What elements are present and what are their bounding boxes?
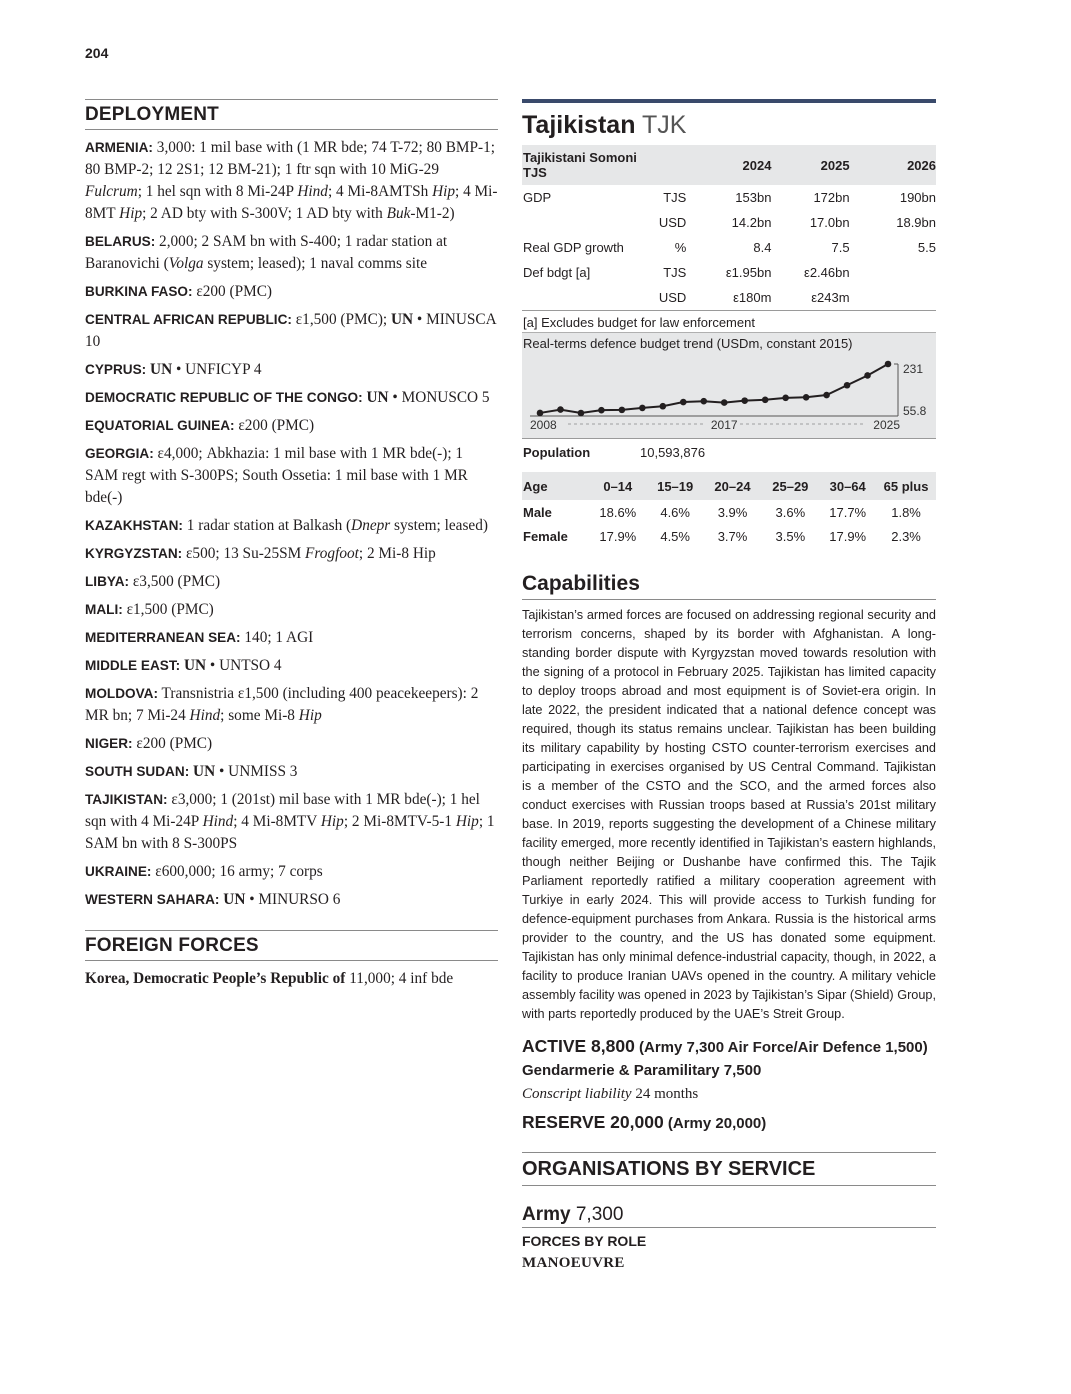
chart-title: Real-terms defence budget trend (USDm, constant 2015)	[523, 336, 853, 351]
deployment-entry	[85, 789, 498, 855]
deployment-entry	[85, 415, 498, 437]
age-value: 2.3%	[891, 528, 921, 544]
deployment-text: 3,000: 1 mil base with (1 MR bde; 74 T-72; 80 BMP-1; 80 BMP-2; 12 2S1; 12 BM-21); 1 ftr sqn with 10 MiG-29	[85, 139, 496, 178]
deployment-country: GEORGIA:	[85, 446, 154, 461]
deployment-country: MIDDLE EAST:	[85, 658, 181, 673]
budget-point	[782, 395, 789, 402]
budget-point	[762, 396, 769, 403]
age-value: 3.7%	[717, 528, 748, 544]
page-number: 204	[85, 45, 109, 61]
economic-table-body	[522, 185, 936, 310]
budget-point	[619, 407, 626, 414]
deployment-country: CENTRAL AFRICAN REPUBLIC:	[85, 312, 292, 327]
budget-point	[639, 405, 646, 412]
deployment-entry	[85, 683, 498, 727]
row-label	[522, 210, 659, 235]
deployment-list	[85, 137, 498, 911]
un-label: UN	[223, 891, 246, 908]
equipment-name: Hip	[119, 205, 143, 222]
deployment-text: ; 4 Mi-8AMTSh	[327, 183, 433, 200]
deployment-entry	[85, 543, 498, 565]
age-value: 17.9%	[599, 528, 637, 544]
country-top-rule	[522, 99, 936, 103]
economic-row	[522, 260, 936, 285]
un-label: UN	[150, 361, 173, 378]
deployment-text: ; 2 AD bty with S-300V; 1 AD bty with	[142, 205, 387, 222]
budget-point	[578, 410, 585, 417]
equipment-name: Hip	[320, 813, 344, 830]
un-label: UN	[391, 311, 414, 328]
deployment-country: DEMOCRATIC REPUBLIC OF THE CONGO:	[85, 390, 363, 405]
population-label: Population	[523, 445, 591, 460]
row-label: GDP	[523, 190, 552, 205]
deployment-entry	[85, 733, 498, 755]
deployment-country: BURKINA FASO:	[85, 284, 193, 299]
chart-canvas	[522, 333, 936, 438]
row-value	[850, 260, 936, 285]
age-row-label: Female	[523, 528, 568, 544]
deployment-country: UKRAINE:	[85, 864, 152, 879]
age-value: 4.5%	[660, 528, 690, 544]
deployment-entry	[85, 571, 498, 593]
equipment-name: Buk	[386, 205, 411, 222]
economic-row	[522, 235, 936, 260]
age-table-body	[522, 500, 936, 548]
row-value: ε243m	[811, 290, 850, 305]
y-scale-label: 55.8	[903, 404, 927, 418]
budget-trend-chart	[522, 332, 936, 438]
age-value: 4.6%	[660, 504, 690, 520]
deployment-text: ; 4 Mi-8MTV	[233, 813, 321, 830]
forces-by-role-heading: FORCES BY ROLE	[522, 1233, 647, 1249]
age-band-header: 30–64	[829, 478, 866, 494]
row-value: 17.0bn	[809, 215, 850, 230]
row-unit: TJS	[663, 190, 687, 205]
army-strength: 7,300	[570, 1204, 624, 1225]
row-value: 5.5	[917, 240, 936, 255]
age-table-header	[522, 472, 936, 500]
deployment-text: system; leased); 1 naval comms site	[203, 255, 427, 272]
x-tick-label: 2017	[710, 418, 738, 432]
equipment-name: Hind	[297, 183, 328, 200]
age-band-header: 0–14	[603, 478, 633, 494]
deployment-entry	[85, 137, 498, 225]
budget-point	[700, 398, 707, 405]
deployment-country: EQUATORIAL GUINEA:	[85, 418, 235, 433]
deployment-text: ; 2 Mi-8 Hip	[358, 545, 436, 562]
population-value: 10,593,876	[640, 445, 706, 460]
economic-table-header	[522, 145, 936, 185]
year-header: 2026	[907, 157, 936, 173]
deployment-text: Transnistria ε1,500 (including 400 peacekeepers): 2 MR bn; 7 Mi-24	[85, 685, 479, 724]
deployment-text: • UNTSO 4	[206, 657, 282, 674]
deployment-country: MEDITERRANEAN SEA:	[85, 630, 241, 645]
deployment-country: SOUTH SUDAN:	[85, 764, 190, 779]
foreign-forces-text: 11,000; 4 inf bde	[345, 970, 454, 987]
deployment-text: ; 1 hel sqn with 8 Mi-24P	[137, 183, 298, 200]
deployment-entry	[85, 309, 498, 353]
active-strength	[522, 1035, 936, 1082]
deployment-country: KAZAKHSTAN:	[85, 518, 183, 533]
country-code: TJK	[641, 111, 687, 139]
age-value: 3.9%	[717, 504, 748, 520]
deployment-text: ε200 (PMC)	[234, 417, 315, 434]
age-row-label: Male	[523, 504, 552, 520]
deployment-entry	[85, 627, 498, 649]
deployment-entry	[85, 761, 498, 783]
row-unit: TJS	[663, 265, 687, 280]
foreign-forces-heading: FOREIGN FORCES	[85, 930, 498, 961]
deployment-text: • UNMISS 3	[215, 763, 298, 780]
equipment-name: Hind	[202, 813, 234, 830]
deployment-text: ε200 (PMC)	[192, 283, 273, 300]
budget-point	[803, 394, 810, 401]
age-value: 17.7%	[829, 504, 867, 520]
deployment-text: -M1-2)	[410, 205, 455, 222]
row-unit: USD	[658, 215, 687, 230]
age-value: 3.6%	[775, 504, 806, 520]
deployment-text: ε200 (PMC)	[132, 735, 213, 752]
deployment-country: TAJIKISTAN:	[85, 792, 168, 807]
capabilities-text: Tajikistan’s armed forces are focused on addressing regional security and terrorism concerns, shaped by its border with Afghanistan. A long-standing border dispute with Kyrgyzstan moved towards resolution with the signing of a protocol in February 2025. Tajikistan has limited capacity to deploy troops abroad and most equipment is of Soviet-era origin. In late 2022, the president indicated that a national defence concept was required, though its status remains unclear. Tajikistan has been building its military capability by hosting CSTO counter-terrorism exercises and participating in exercises organised by US Central Command. Tajikistan is a member of the CSTO and the SCO, and the armed forces also conduct exercises with Russian troops based at Russia’s 201st military base. In 2019, reports suggesting the development of a Chinese military facility emerged, more recently identified in Tajikistan’s eastern highlands, though neither Beijing or Dushanbe have confirmed this. The Tajik Parliament reportedly ratified a military cooperation agreement with Turkiye in early 2024. This will provide access to Turkish funding for defence-equipment purchases from Ankara. Russia is the historical arms provider to the country, and the US has donated some equipment. Tajikistan has only minimal defence-industrial capacity, though, in 2022, a facility to produce Iranian UAVs opened in the country. A military vehicle assembly facility was opened in 2023 by Tajikistan’s Sipar (Shield) Group, with parts reportedly produced by the UAE’s Streit Group.	[522, 608, 936, 1021]
deployment-country: LIBYA:	[85, 574, 130, 589]
row-label: Def bdgt [a]	[523, 265, 591, 280]
row-value: ε2.46bn	[804, 265, 850, 280]
deployment-country: CYPRUS:	[85, 362, 147, 377]
age-band-header: 65 plus	[883, 478, 929, 494]
deployment-text: system; leased)	[390, 517, 488, 534]
foreign-forces-entry	[85, 968, 498, 990]
deployment-text: ε500; 13 Su-25SM	[182, 545, 306, 562]
x-tick-label: 2008	[530, 418, 557, 432]
equipment-name: Dnepr	[351, 517, 391, 534]
equipment-name: Volga	[168, 255, 204, 272]
conscript-liability	[522, 1086, 936, 1103]
left-column	[85, 99, 498, 990]
reserve-strength	[522, 1111, 936, 1135]
budget-series-line	[540, 364, 888, 413]
reserve-breakdown: (Army 20,000)	[663, 1115, 767, 1132]
deployment-entry	[85, 387, 498, 409]
age-row	[522, 524, 936, 548]
age-table	[522, 472, 936, 548]
un-label: UN	[193, 763, 216, 780]
active-total: ACTIVE 8,800	[522, 1036, 635, 1056]
un-label: UN	[366, 389, 389, 406]
row-value: 153bn	[735, 190, 772, 205]
economic-row	[522, 210, 936, 235]
deployment-entry	[85, 861, 498, 883]
deployment-text: • UNFICYP 4	[172, 361, 262, 378]
equipment-name: Hind	[189, 707, 221, 724]
year-header: 2025	[820, 157, 850, 173]
deployment-text: ε600,000; 16 army; 7 corps	[151, 863, 323, 880]
age-header: Age	[523, 478, 548, 494]
equipment-name: Fulcrum	[85, 183, 138, 200]
budget-point	[864, 372, 871, 379]
budget-point	[537, 410, 544, 417]
row-value: ε1.95bn	[725, 265, 772, 280]
row-label: Real GDP growth	[523, 240, 624, 255]
deployment-text: ε1,500 (PMC);	[291, 311, 391, 328]
deployment-country: MOLDOVA:	[85, 686, 158, 701]
row-value: 14.2bn	[731, 215, 772, 230]
age-band-header: 20–24	[714, 478, 751, 494]
age-value: 1.8%	[891, 504, 921, 520]
budget-footnote: [a] Excludes budget for law enforcement	[522, 310, 936, 332]
deployment-entry	[85, 889, 498, 911]
row-value: 8.4	[753, 240, 772, 255]
deployment-text: ε3,000; 1 (201st) mil base with 1 MR bde(-); 1 hel sqn with 4 Mi-24P	[85, 791, 480, 830]
x-tick-label: 2025	[873, 418, 900, 432]
age-row	[522, 500, 936, 524]
budget-point	[741, 397, 748, 404]
foreign-forces-country: Korea, Democratic People’s Republic of	[85, 970, 346, 987]
deployment-country: MALI:	[85, 602, 123, 617]
deployment-heading: DEPLOYMENT	[85, 99, 498, 130]
deployment-text: ; 2 Mi-8MTV-5-1	[343, 813, 456, 830]
budget-point	[885, 361, 892, 368]
reserve-total: RESERVE 20,000	[522, 1112, 664, 1132]
age-value: 17.9%	[829, 528, 867, 544]
budget-point	[844, 382, 851, 389]
economic-row	[522, 185, 936, 210]
equipment-name: Frogfoot	[305, 545, 359, 562]
deployment-text: ε3,500 (PMC)	[129, 573, 221, 590]
economic-row	[522, 285, 936, 310]
deployment-text: ; 4 Mi-8MT	[85, 183, 498, 222]
deployment-entry	[85, 231, 498, 275]
row-value	[850, 285, 936, 310]
equipment-name: Hip	[432, 183, 456, 200]
deployment-entry	[85, 359, 498, 381]
age-band-header: 25–29	[772, 478, 809, 494]
conscript-value: 24 months	[631, 1086, 699, 1102]
age-value: 18.6%	[599, 504, 637, 520]
deployment-entry	[85, 443, 498, 509]
deployment-country: KYRGYZSTAN:	[85, 546, 183, 561]
deployment-text: ε1,500 (PMC)	[122, 601, 214, 618]
budget-point	[557, 406, 564, 413]
row-unit: USD	[658, 290, 687, 305]
age-band-header: 15–19	[657, 478, 694, 494]
deployment-text: 2,000; 2 SAM bn with S-400; 1 radar station at Baranovichi (	[85, 233, 448, 272]
row-label	[522, 285, 659, 310]
row-value: 172bn	[813, 190, 850, 205]
deployment-entry	[85, 655, 498, 677]
deployment-text: • MINUSCA 10	[85, 311, 496, 350]
row-value: 7.5	[831, 240, 850, 255]
deployment-country: WESTERN SAHARA:	[85, 892, 220, 907]
deployment-entry	[85, 281, 498, 303]
manoeuvre-heading: MANOEUVRE	[522, 1255, 625, 1271]
country-name: Tajikistan	[522, 111, 636, 139]
row-value: 190bn	[899, 190, 936, 205]
country-title	[522, 109, 936, 141]
deployment-text: 1 radar station at Balkash (	[182, 517, 352, 534]
budget-point	[660, 403, 667, 410]
army-heading	[522, 1204, 936, 1228]
deployment-entry	[85, 515, 498, 537]
equipment-name: Hip	[298, 707, 322, 724]
army-label: Army	[522, 1204, 571, 1225]
conscript-label: Conscript liability	[522, 1086, 632, 1102]
budget-point	[721, 399, 728, 406]
deployment-text: 140; 1 AGI	[240, 629, 314, 646]
economic-table	[522, 145, 936, 310]
row-value: 18.9bn	[896, 215, 936, 230]
budget-point	[823, 392, 830, 399]
age-value: 3.5%	[775, 528, 806, 544]
deployment-country: ARMENIA:	[85, 140, 153, 155]
un-label: UN	[183, 657, 207, 674]
population-row	[522, 438, 936, 466]
deployment-country: BELARUS:	[85, 234, 156, 249]
deployment-text: ε4,000; Abkhazia: 1 mil base with 1 MR bde(-); 1 SAM regt with S-300PS; South Ossetia: 1 mil base with 1 MR bde(-)	[85, 445, 468, 506]
deployment-text: • MINURSO 6	[245, 891, 341, 908]
budget-point	[680, 399, 687, 406]
deployment-text: • MONUSCO 5	[388, 389, 490, 406]
y-scale-label: 231	[903, 362, 924, 376]
organisations-heading: ORGANISATIONS BY SERVICE	[522, 1152, 936, 1186]
deployment-text: ; some Mi-8	[220, 707, 299, 724]
currency-header: Tajikistani Somoni TJS	[523, 150, 637, 180]
deployment-country: NIGER:	[85, 736, 133, 751]
row-value: ε180m	[733, 290, 772, 305]
year-header: 2024	[742, 157, 772, 173]
right-column	[522, 99, 936, 1272]
budget-point	[598, 407, 605, 414]
row-unit: %	[674, 240, 687, 255]
deployment-entry	[85, 599, 498, 621]
active-breakdown: (Army 7,300 Air Force/Air Defence 1,500) Gendarmerie & Paramilitary 7,500	[522, 1039, 928, 1079]
equipment-name: Hip	[455, 813, 479, 830]
unit-header	[659, 145, 692, 185]
capabilities-heading: Capabilities	[522, 572, 936, 600]
deployment-text: ; 1 SAM bn with 8 S-300PS	[85, 813, 495, 852]
